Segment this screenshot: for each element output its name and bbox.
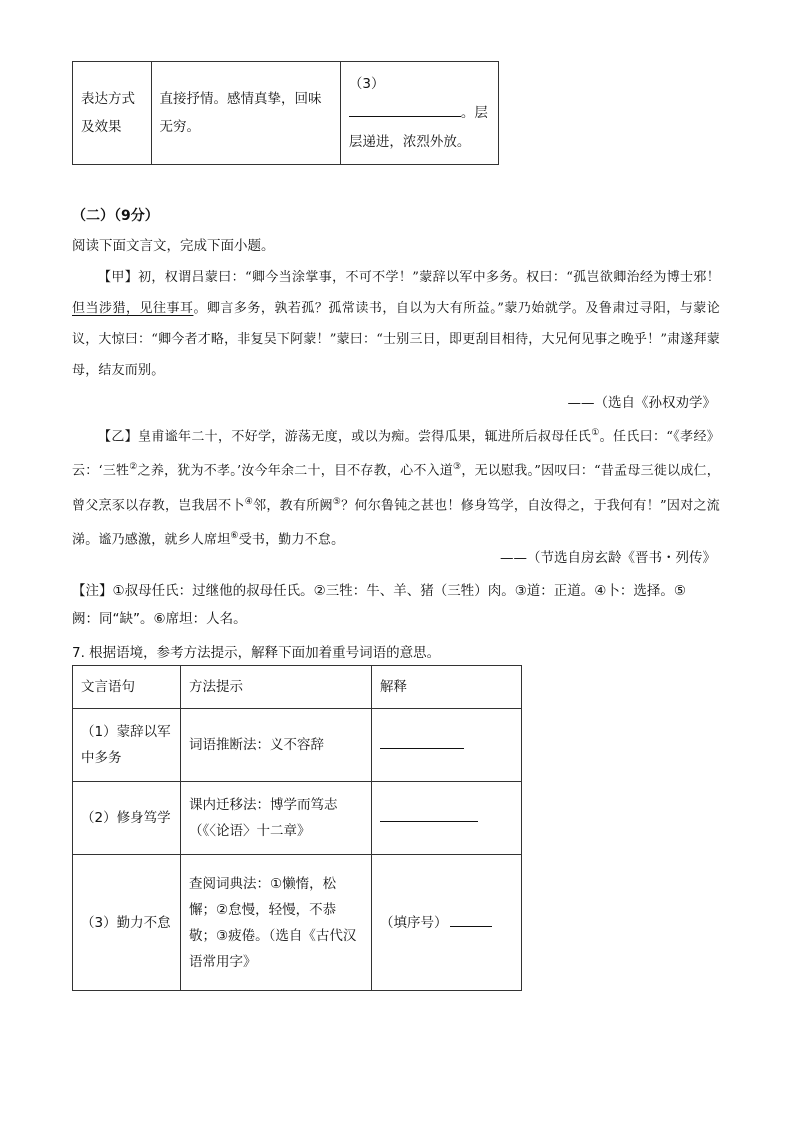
table-cell: [151, 62, 340, 165]
passage-source: ——（节选自房玄龄《晋书・列传》: [500, 550, 716, 566]
answer-blank[interactable]: [349, 102, 461, 117]
table-cell: [340, 62, 498, 165]
answer-blank[interactable]: [380, 734, 464, 749]
answer-cell[interactable]: [372, 709, 522, 782]
table-row: [73, 855, 522, 991]
table-header: 解释: [372, 666, 522, 709]
footnote-marker: ④: [244, 496, 254, 507]
passage-yi: [72, 418, 720, 555]
passage-source: ——（选自《孙权劝学》: [567, 395, 716, 411]
passage-tag: 【乙】: [98, 429, 138, 445]
underlined-sentence: 但当涉猎，见往事耳: [72, 301, 194, 316]
sentence-cell: （3）勤力不怠: [73, 855, 181, 991]
answer-blank[interactable]: [450, 912, 492, 927]
passage-tag: 【甲】: [98, 270, 139, 285]
question-7-table: [72, 665, 522, 991]
table-row: [73, 709, 522, 782]
sentence-cell: （1）蒙辞以军中多务: [73, 709, 181, 782]
cell-text: 直接抒情。感情真挚，回味无穷。: [159, 91, 322, 135]
passage-text: 受书，勤力不怠。: [238, 532, 345, 548]
passage-text: 之养，犹为不孝。’汝今年余二十，目不存教，心不入道: [137, 463, 454, 479]
notes-line-2: 阙：同“缺”。⑥席坦：人名。: [72, 611, 247, 627]
table-header: 方法提示: [181, 666, 372, 709]
notes-line-1: 【注】①叔母任氏：过继他的叔母任氏。②三牲：牛、羊、猪（三牲）肉。③道：正道。④卜：选择。⑤: [72, 583, 687, 599]
section-heading: （二）（9分）: [72, 208, 159, 224]
passage-text: 。卿言多务，孰若孤？孤常读书，自以为大有所益。”蒙乃始就学。及鲁肃过寻阳，与蒙论议，大惊曰：“卿今者才略，非复吴下阿蒙！”蒙曰：“士别三日，即更刮目相待，大兄何见事之晚乎！”肃遂拜蒙母，结友而别。: [72, 301, 720, 378]
top-table: [72, 61, 499, 165]
passage-text: ？何尔鲁钝之甚也！修身笃学，自汝得之，于我何有！”因对之流涕。谧乃感激，就乡人席坦: [72, 497, 720, 548]
answer-hint: （填序号）: [380, 914, 448, 931]
footnote-marker: ⑥: [230, 530, 239, 541]
table-header-row: [73, 666, 522, 709]
answer-cell[interactable]: [372, 855, 522, 991]
section-instruction: 阅读下面文言文，完成下面小题。: [72, 238, 275, 254]
answer-cell[interactable]: [372, 782, 522, 855]
cell-text: 表达方式及效果: [81, 91, 135, 135]
cell-text: 。层层递进，浓烈外放。: [348, 104, 488, 150]
hint-cell: 查阅词典法：①懒惰，松懈；②怠慢，轻慢，不恭敬；③疲倦。（选自《古代汉语常用字》: [181, 855, 372, 991]
passage-text: 初，权谓吕蒙曰：“卿今当涂掌事，不可不学！”蒙辞以军中多务。权曰：“孤岂欲卿治经为博士邪！: [138, 270, 720, 285]
passage-text: 皇甫谧年二十，不好学，游荡无度，或以为痴。尝得瓜果，辄进所后叔母任氏: [138, 429, 592, 445]
answer-blank[interactable]: [380, 807, 478, 822]
table-cell: [73, 62, 152, 165]
passage-jia: [72, 262, 720, 386]
footnote-marker: ⑤: [332, 496, 342, 507]
hint-cell: 词语推断法：义不容辞: [181, 709, 372, 782]
footnote-marker: ①: [591, 428, 600, 438]
footnote-marker: ③: [453, 462, 462, 473]
sentence-cell: （2）修身笃学: [73, 782, 181, 855]
footnote-marker: ②: [129, 462, 138, 473]
item-number: （3）: [348, 75, 385, 92]
passage-text: 。任氏曰：“《孝经》云：‘三牲: [72, 429, 720, 479]
hint-cell: 课内迁移法：博学而笃志（《〈论语〉十二章》: [181, 782, 372, 855]
passage-text: ，无以慰我。”因叹曰：“昔孟母三徙以成仁，曾父烹豕以存教，岂我居不卜: [72, 463, 720, 513]
table-row: [73, 782, 522, 855]
table-header: 文言语句: [73, 666, 181, 709]
passage-text: 邻，教有所阙: [253, 497, 333, 513]
question-7-prompt: 7. 根据语境，参考方法提示，解释下面加着重号词语的意思。: [72, 645, 441, 661]
